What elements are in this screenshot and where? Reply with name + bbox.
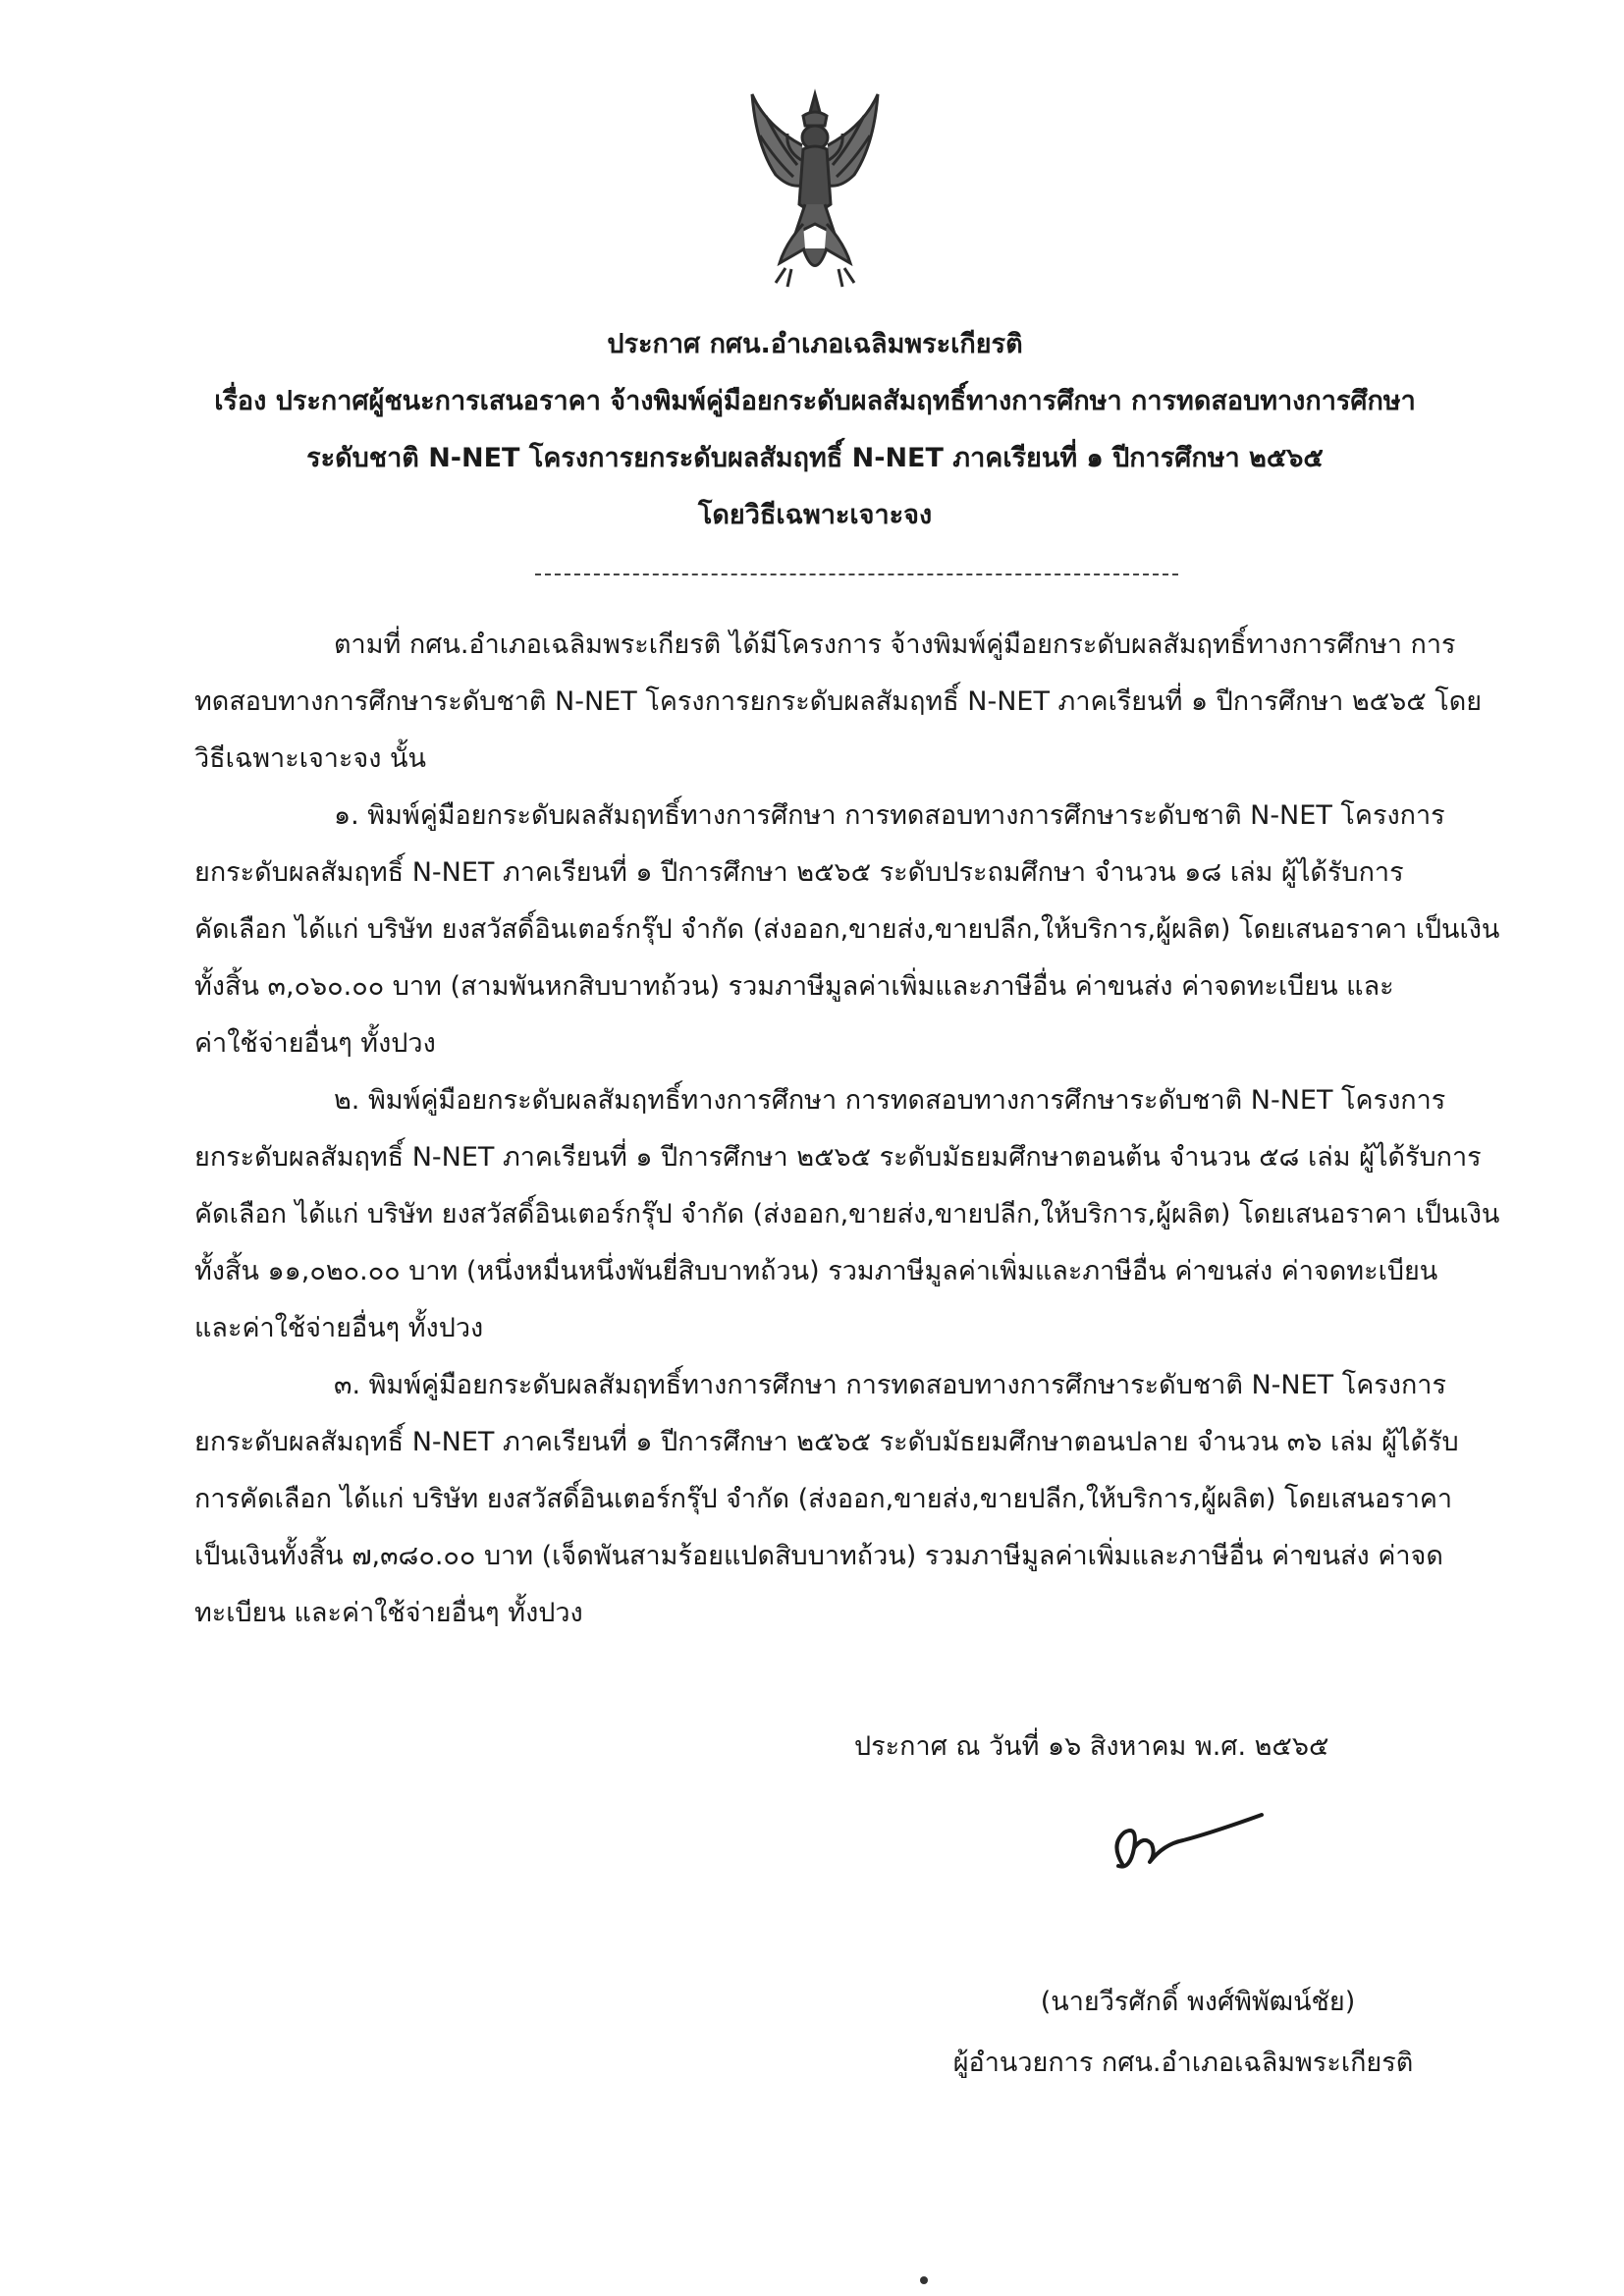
intro-line: วิธีเฉพาะเจาะจง นั้น xyxy=(194,743,426,774)
signer-name: (นายวีรศักดิ์ พงศ์พิพัฒน์ชัย) xyxy=(1040,1987,1356,2017)
award-line: ๒. พิมพ์คู่มือยกระดับผลสัมฤทธิ์ทางการศึกษา การทดสอบทางการศึกษาระดับชาติ N-NET โครงการ xyxy=(334,1085,1446,1116)
award-line: ทั้งสิ้น ๑๑,๐๒๐.๐๐ บาท (หนึ่งหมื่นหนึ่งพันยี่สิบบาทถ้วน) รวมภาษีมูลค่าเพิ่มและภาษีอื่น ค่าขนส่ง ค่าจดทะเบียน xyxy=(194,1256,1438,1286)
signer-title: ผู้อำนวยการ กศน.อำเภอเฉลิมพระเกียรติ xyxy=(952,2048,1414,2078)
award-line: คัดเลือก ได้แก่ บริษัท ยงสวัสดิ์อินเตอร์กรุ๊ป จำกัด (ส่งออก,ขายส่ง,ขายปลีก,ให้บริการ,ผู้ผลิต) โดยเสนอราคา เป็นเงิน xyxy=(194,1199,1500,1230)
procurement-method: โดยวิธีเฉพาะเจาะจง xyxy=(697,500,933,530)
award-item-2 xyxy=(194,1072,1515,1357)
award-line: ทั้งสิ้น ๓,๐๖๐.๐๐ บาท (สามพันหกสิบบาทถ้วน) รวมภาษีมูลค่าเพิ่มและภาษีอื่น ค่าขนส่ง ค่าจดทะเบียน และ xyxy=(194,971,1394,1002)
award-line: ๓. พิมพ์คู่มือยกระดับผลสัมฤทธิ์ทางการศึกษา การทดสอบทางการศึกษาระดับชาติ N-NET โครงการ xyxy=(334,1370,1446,1400)
award-line: คัดเลือก ได้แก่ บริษัท ยงสวัสดิ์อินเตอร์กรุ๊ป จำกัด (ส่งออก,ขายส่ง,ขายปลีก,ให้บริการ,ผู้ผลิต) โดยเสนอราคา เป็นเงิน xyxy=(194,914,1500,945)
award-line: ยกระดับผลสัมฤทธิ์ N-NET ภาคเรียนที่ ๑ ปีการศึกษา ๒๕๖๕ ระดับมัธยมศึกษาตอนต้น จำนวน ๕๘ เล่ม ผู้ได้รับการ xyxy=(194,1142,1482,1173)
intro-paragraph xyxy=(194,617,1515,788)
award-line: ยกระดับผลสัมฤทธิ์ N-NET ภาคเรียนที่ ๑ ปีการศึกษา ๒๕๖๕ ระดับมัธยมศึกษาตอนปลาย จำนวน ๓๖ เล่ม ผู้ได้รับ xyxy=(194,1427,1459,1457)
award-line: และค่าใช้จ่ายอื่นๆ ทั้งปวง xyxy=(194,1313,484,1343)
intro-line: ทดสอบทางการศึกษาระดับชาติ N-NET โครงการยกระดับผลสัมฤทธิ์ N-NET ภาคเรียนที่ ๑ ปีการศึกษา ๒๕๖๕ โดย xyxy=(194,686,1483,717)
garuda-emblem-icon xyxy=(746,86,884,293)
announcement-date: ประกาศ ณ วันที่ ๑๖ สิงหาคม พ.ศ. ๒๕๖๕ xyxy=(854,1731,1329,1762)
award-item-3 xyxy=(194,1357,1515,1642)
award-line: ๑. พิมพ์คู่มือยกระดับผลสัมฤทธิ์ทางการศึกษา การทดสอบทางการศึกษาระดับชาติ N-NET โครงการ xyxy=(334,800,1445,831)
award-line: ยกระดับผลสัมฤทธิ์ N-NET ภาคเรียนที่ ๑ ปีการศึกษา ๒๕๖๕ ระดับประถมศึกษา จำนวน ๑๘ เล่ม ผู้ได้รับการ xyxy=(194,857,1404,888)
award-line: ทะเบียน และค่าใช้จ่ายอื่นๆ ทั้งปวง xyxy=(194,1598,583,1628)
announcement-subject-continued: ระดับชาติ N-NET โครงการยกระดับผลสัมฤทธิ์ N-NET ภาคเรียนที่ ๑ ปีการศึกษา ๒๕๖๕ xyxy=(306,443,1324,473)
award-line: ค่าใช้จ่ายอื่นๆ ทั้งปวง xyxy=(194,1028,436,1059)
award-line: เป็นเงินทั้งสิ้น ๗,๓๘๐.๐๐ บาท (เจ็ดพันสามร้อยแปดสิบบาทถ้วน) รวมภาษีมูลค่าเพิ่มและภาษีอื่น ค่าขนส่ง ค่าจด xyxy=(194,1541,1443,1571)
award-line: การคัดเลือก ได้แก่ บริษัท ยงสวัสดิ์อินเตอร์กรุ๊ป จำกัด (ส่งออก,ขายส่ง,ขายปลีก,ให้บริการ,ผู้ผลิต) โดยเสนอราคา xyxy=(194,1484,1453,1514)
intro-line: ตามที่ กศน.อำเภอเฉลิมพระเกียรติ ได้มีโครงการ จ้างพิมพ์คู่มือยกระดับผลสัมฤทธิ์ทางการศึกษา การ xyxy=(334,629,1456,660)
page-mark xyxy=(920,2276,928,2284)
header-divider xyxy=(535,574,1178,575)
announcement-subject: เรื่อง ประกาศผู้ชนะการเสนอราคา จ้างพิมพ์คู่มือยกระดับผลสัมฤทธิ์ทางการศึกษา การทดสอบทางการศึกษา xyxy=(214,386,1416,416)
handwritten-signature-icon xyxy=(1105,1805,1272,1884)
award-item-1 xyxy=(194,788,1515,1072)
announcement-title: ประกาศ กศน.อำเภอเฉลิมพระเกียรติ xyxy=(607,329,1023,359)
